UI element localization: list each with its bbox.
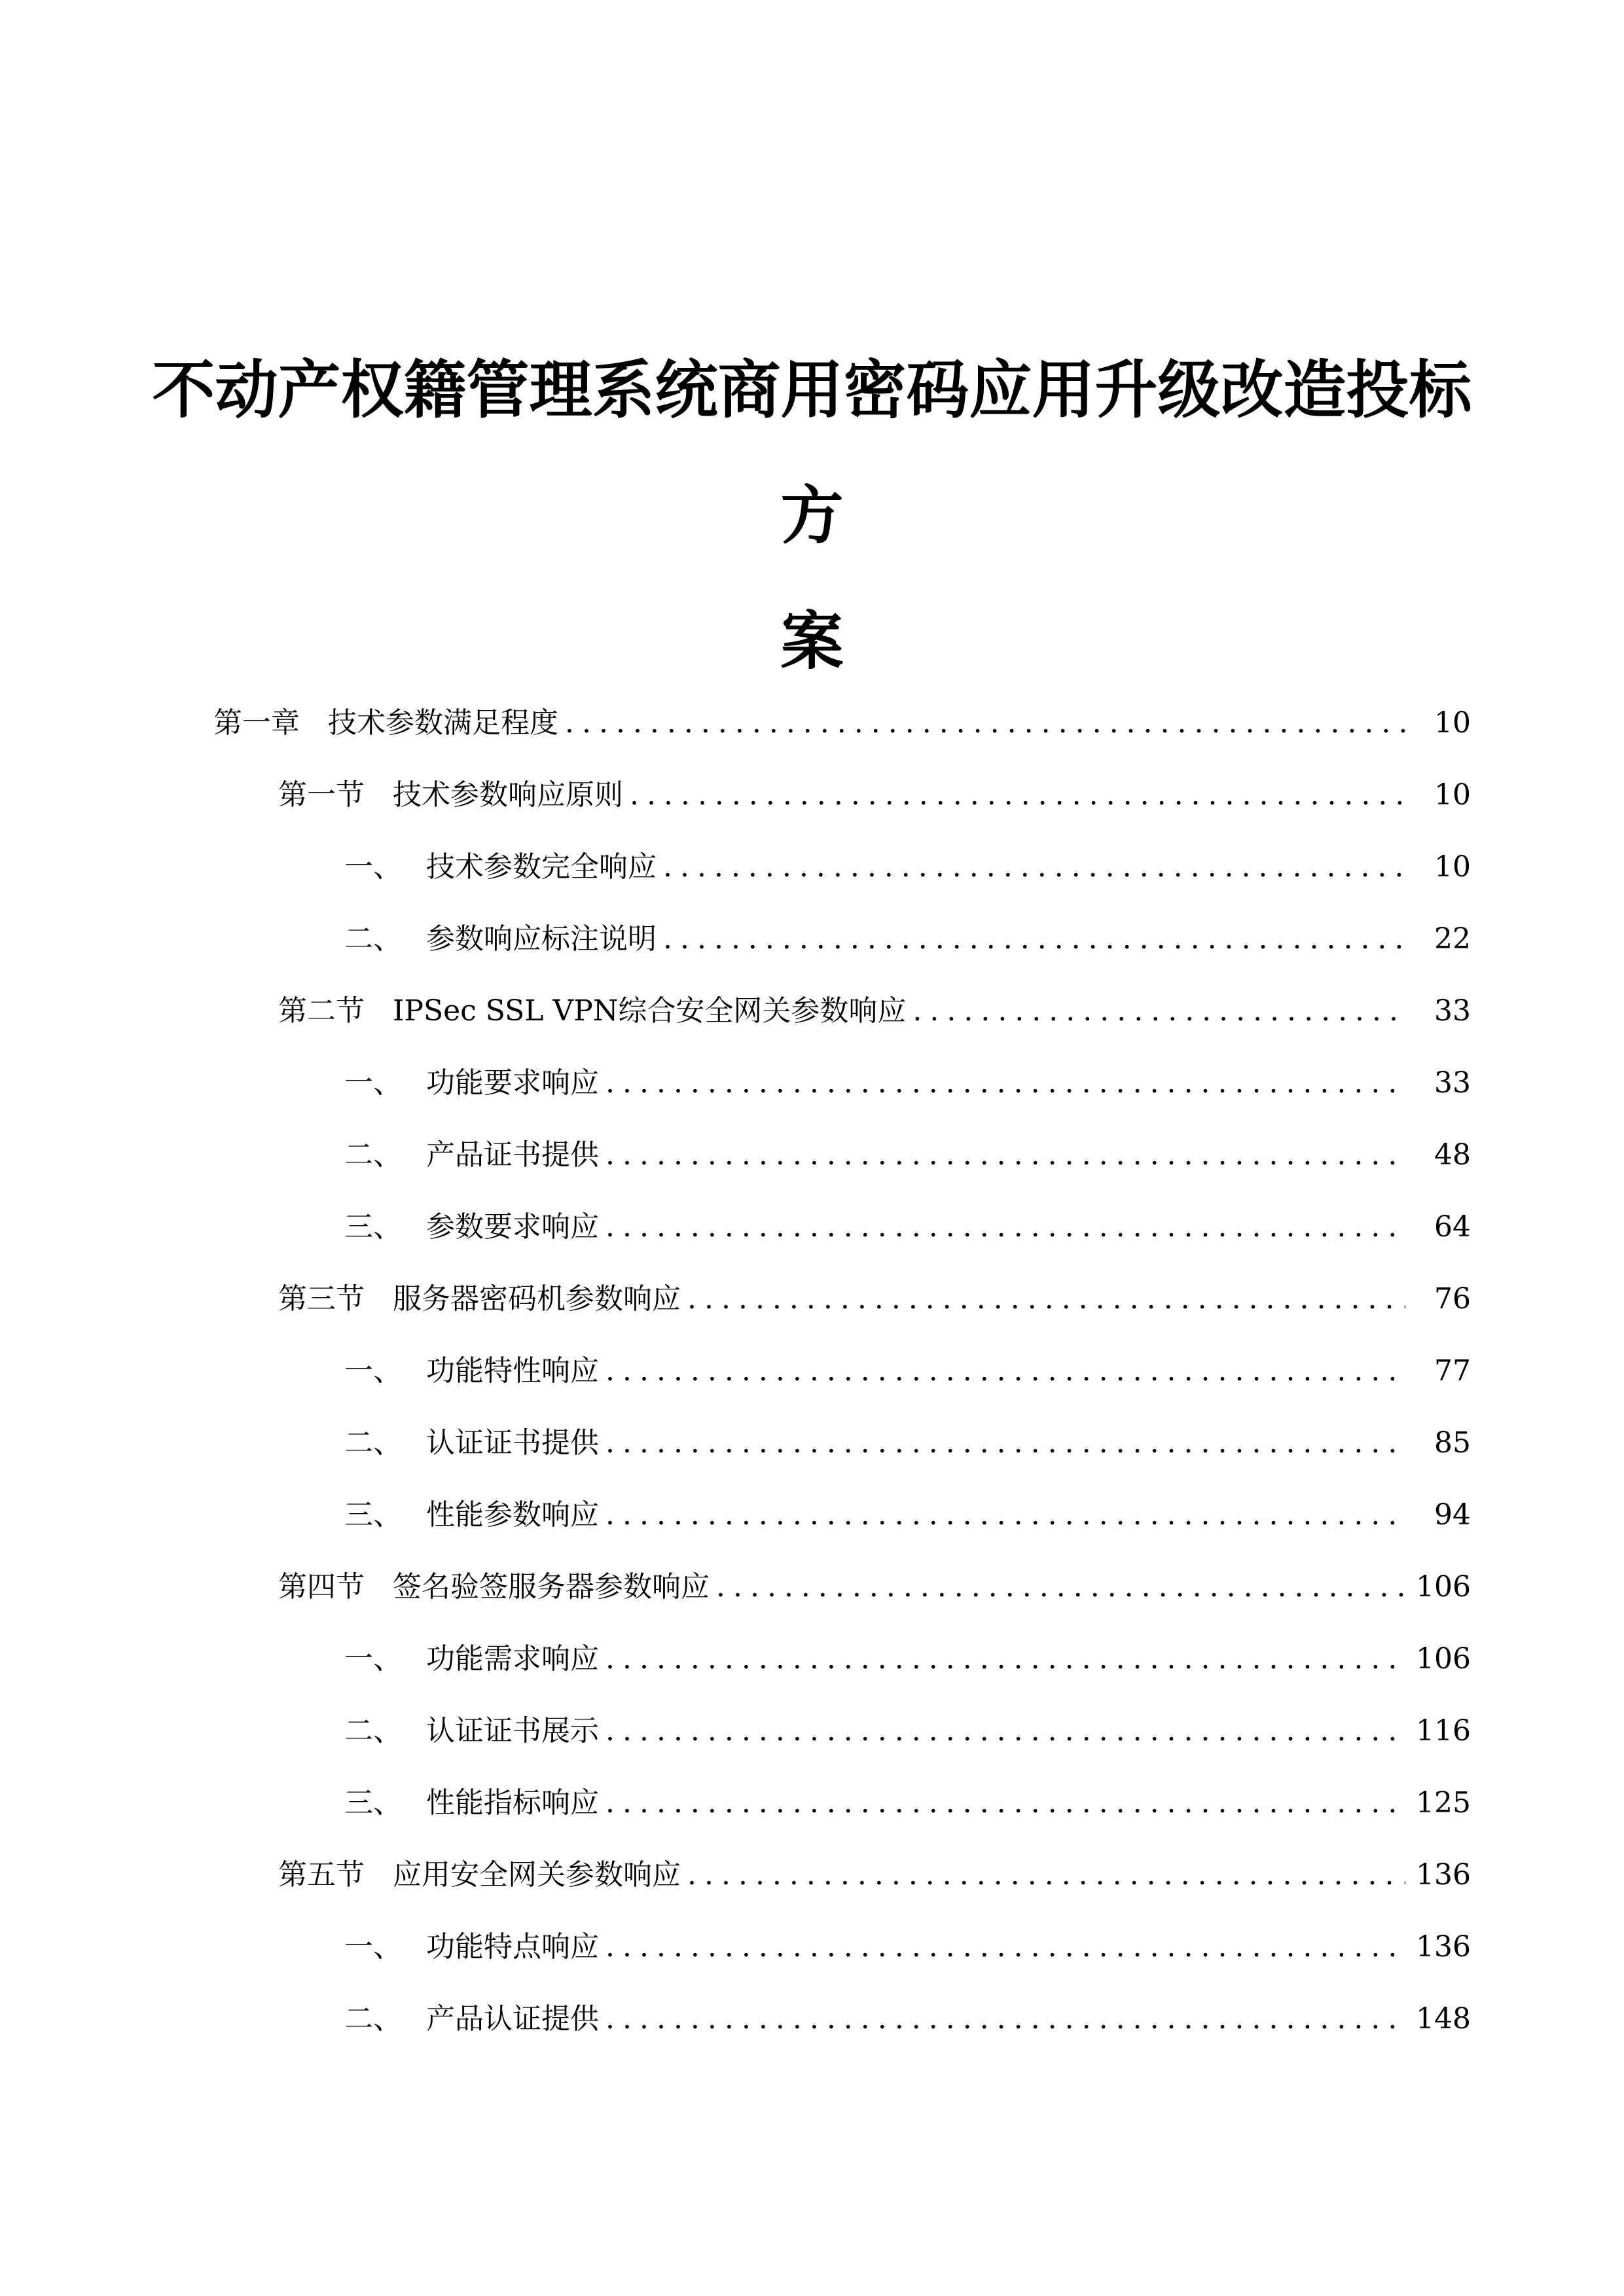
toc-entry[interactable] (0, 759, 1624, 831)
toc-entry-number: 第一章 (213, 706, 300, 740)
toc-entry[interactable] (0, 1191, 1624, 1263)
toc-dot-leader (630, 759, 1405, 831)
toc-entry[interactable] (0, 1767, 1624, 1839)
toc-entry-title: 参数响应标注说明 (426, 922, 657, 956)
toc-entry[interactable] (0, 1119, 1624, 1191)
toc-entry[interactable] (0, 1479, 1624, 1551)
toc-entry[interactable] (0, 1839, 1624, 1911)
toc-entry-title: 签名验签服务器参数响应 (393, 1570, 710, 1604)
toc-dot-leader (605, 1479, 1405, 1551)
toc-entry-number: 三、 (344, 1210, 402, 1244)
toc-entry-page: 125 (1416, 1786, 1471, 1820)
toc-dot-leader (663, 903, 1405, 975)
toc-entry-title: 技术参数满足程度 (328, 706, 558, 740)
toc-entry-number: 第四节 (278, 1570, 365, 1604)
toc-dot-leader (605, 1767, 1405, 1839)
toc-dot-leader (605, 1047, 1405, 1119)
toc-entry-page: 116 (1416, 1714, 1471, 1748)
toc-entry-number: 一、 (344, 1354, 402, 1388)
toc-entry-number: 第二节 (278, 994, 365, 1028)
toc-entry-number: 一、 (344, 1066, 402, 1100)
toc-entry[interactable] (0, 1335, 1624, 1407)
toc-entry-page: 22 (1434, 922, 1471, 956)
toc-entry[interactable] (0, 831, 1624, 903)
toc-dot-leader (687, 1263, 1405, 1335)
toc-entry-title: 应用安全网关参数响应 (393, 1858, 681, 1892)
toc-dot-leader (605, 1119, 1405, 1191)
toc-dot-leader (605, 1407, 1405, 1479)
toc-dot-leader (605, 1983, 1405, 2055)
toc-dot-leader (605, 1191, 1405, 1263)
toc-entry-number: 二、 (344, 1714, 402, 1748)
toc-entry-page: 106 (1416, 1642, 1471, 1676)
toc-entry-title: 服务器密码机参数响应 (393, 1282, 681, 1316)
document-title-line-2: 案 (780, 605, 844, 678)
toc-dot-leader (565, 687, 1405, 759)
toc-entry-page: 48 (1434, 1138, 1471, 1172)
toc-entry-number: 二、 (344, 1138, 402, 1172)
table-of-contents (0, 687, 1624, 2055)
toc-dot-leader (605, 1623, 1405, 1695)
toc-entry-title: 性能指标响应 (426, 1786, 599, 1820)
toc-entry-number: 二、 (344, 1426, 402, 1460)
toc-dot-leader (687, 1839, 1405, 1911)
toc-entry-title: 性能参数响应 (426, 1498, 599, 1532)
toc-dot-leader (605, 1335, 1405, 1407)
toc-dot-leader (663, 831, 1405, 903)
toc-entry-number: 第三节 (278, 1282, 365, 1316)
toc-dot-leader (716, 1551, 1405, 1623)
toc-entry-title: 功能要求响应 (426, 1066, 599, 1100)
toc-entry[interactable] (0, 687, 1624, 759)
document-title (131, 327, 1493, 704)
toc-entry-page: 94 (1434, 1498, 1471, 1532)
toc-entry[interactable] (0, 1695, 1624, 1767)
toc-entry-page: 33 (1434, 1066, 1471, 1100)
toc-entry-title: 功能特点响应 (426, 1930, 599, 1964)
toc-entry-title: 认证证书提供 (426, 1426, 599, 1460)
toc-entry-number: 一、 (344, 1642, 402, 1676)
toc-entry[interactable] (0, 1623, 1624, 1695)
toc-entry[interactable] (0, 1983, 1624, 2055)
toc-entry-title: 功能需求响应 (426, 1642, 599, 1676)
toc-entry-page: 136 (1416, 1858, 1471, 1892)
toc-entry[interactable] (0, 1551, 1624, 1623)
toc-entry-page: 64 (1434, 1210, 1471, 1244)
toc-dot-leader (605, 1911, 1405, 1983)
toc-entry-title: 功能特性响应 (426, 1354, 599, 1388)
toc-entry-page: 76 (1434, 1282, 1471, 1316)
toc-entry-number: 三、 (344, 1498, 402, 1532)
toc-entry-title: 认证证书展示 (426, 1714, 599, 1748)
toc-dot-leader (912, 975, 1405, 1047)
toc-entry[interactable] (0, 1911, 1624, 1983)
toc-entry-number: 第一节 (278, 778, 365, 812)
toc-entry-title: 参数要求响应 (426, 1210, 599, 1244)
toc-entry-page: 10 (1434, 850, 1471, 884)
toc-entry-page: 10 (1434, 778, 1471, 812)
toc-entry-title: 产品认证提供 (426, 2002, 599, 2036)
toc-entry-page: 148 (1416, 2002, 1471, 2036)
toc-entry-number: 第五节 (278, 1858, 365, 1892)
toc-entry-number: 一、 (344, 1930, 402, 1964)
toc-entry[interactable] (0, 1047, 1624, 1119)
toc-entry-title: 产品证书提供 (426, 1138, 599, 1172)
toc-entry-title: 技术参数响应原则 (393, 778, 623, 812)
toc-entry-number: 二、 (344, 2002, 402, 2036)
toc-entry-number: 二、 (344, 922, 402, 956)
toc-entry[interactable] (0, 975, 1624, 1047)
toc-entry-number: 一、 (344, 850, 402, 884)
toc-entry-page: 106 (1416, 1570, 1471, 1604)
toc-entry-page: 33 (1434, 994, 1471, 1028)
toc-dot-leader (605, 1695, 1405, 1767)
toc-entry-number: 三、 (344, 1786, 402, 1820)
toc-entry-page: 85 (1434, 1426, 1471, 1460)
toc-entry-title: IPSec SSL VPN综合安全网关参数响应 (393, 994, 907, 1028)
toc-entry-page: 77 (1434, 1354, 1471, 1388)
toc-entry[interactable] (0, 903, 1624, 975)
toc-entry-page: 10 (1434, 706, 1471, 740)
toc-entry-page: 136 (1416, 1930, 1471, 1964)
document-title-line-1: 不动产权籍管理系统商用密码应用升级改造投标方 (152, 353, 1472, 552)
toc-entry[interactable] (0, 1407, 1624, 1479)
toc-entry[interactable] (0, 1263, 1624, 1335)
toc-entry-title: 技术参数完全响应 (426, 850, 657, 884)
